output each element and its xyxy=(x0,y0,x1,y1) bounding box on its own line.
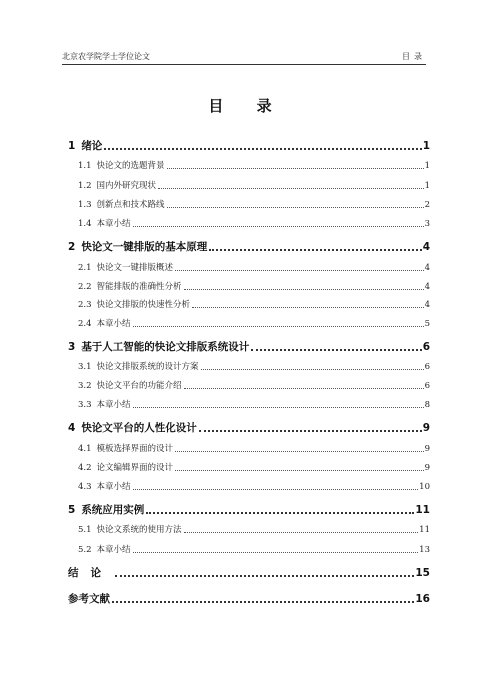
toc-section-entry[interactable] xyxy=(78,180,430,192)
toc-dot-leader xyxy=(175,451,424,452)
toc-section-entry[interactable] xyxy=(78,160,430,172)
toc-entry-number: 1 xyxy=(68,140,76,152)
toc-page-number: 6 xyxy=(424,381,430,391)
toc-dot-leader xyxy=(175,470,424,471)
toc-section-entry[interactable] xyxy=(78,318,430,330)
toc-dot-leader xyxy=(133,489,419,490)
toc-page-number: 11 xyxy=(415,504,430,516)
toc-entry-title: 快论文平台的功能介绍 xyxy=(96,381,182,391)
toc-section-entry[interactable] xyxy=(78,262,430,274)
toc-entry-title: 本章小结 xyxy=(96,319,131,329)
toc-entry-title: 参考文献 xyxy=(68,593,110,605)
toc-dot-leader xyxy=(133,226,424,227)
toc-dot-leader xyxy=(184,388,424,389)
toc-dot-leader xyxy=(167,207,424,208)
toc-entry-title: 模板选择界面的设计 xyxy=(96,444,174,454)
toc-dot-leader xyxy=(175,270,424,271)
toc-entry-number: 4 xyxy=(68,422,76,434)
toc-entry-number: 3 xyxy=(68,341,76,353)
header-thesis-label: 北京农学院学士学位论文 xyxy=(62,52,150,61)
toc-page-number: 3 xyxy=(424,219,430,229)
toc-dot-leader xyxy=(201,369,424,370)
toc-entry-title: 绪论 xyxy=(81,140,103,152)
toc-dot-leader xyxy=(133,552,419,553)
toc-entry-title: 快论文排版系统的设计方案 xyxy=(96,362,199,372)
toc-page-number: 4 xyxy=(424,282,430,292)
toc-section-entry[interactable] xyxy=(78,380,430,392)
toc-dot-leader xyxy=(115,575,414,577)
toc-entry-title: 智能排版的准确性分析 xyxy=(96,282,182,292)
toc-entry-number: 4.3 xyxy=(78,482,92,492)
toc-page-number: 16 xyxy=(415,593,430,605)
toc-entry-title: 本章小结 xyxy=(96,400,131,410)
toc-entry-number: 2.1 xyxy=(78,263,92,273)
toc-entry-number: 4.2 xyxy=(78,463,92,473)
toc-section-entry[interactable] xyxy=(78,544,430,556)
toc-section-entry[interactable] xyxy=(78,361,430,373)
toc-entry-title: 快论文的选题背景 xyxy=(96,161,165,171)
toc-dot-leader xyxy=(104,148,421,150)
toc-page-number: 1 xyxy=(424,181,430,191)
toc-entry-number: 3.3 xyxy=(78,400,92,410)
toc-chapter-entry[interactable] xyxy=(68,340,430,354)
toc-dot-leader xyxy=(133,326,424,327)
toc-page-number: 4 xyxy=(422,241,430,253)
toc-entry-number: 1.3 xyxy=(78,200,92,210)
toc-chapter-entry[interactable] xyxy=(68,592,430,606)
toc-page-number: 9 xyxy=(424,463,430,473)
toc-entry-title: 本章小结 xyxy=(96,219,131,229)
toc-entry-title: 快论文排版的快速性分析 xyxy=(96,300,191,310)
toc-dot-leader xyxy=(167,168,424,169)
toc-entry-title: 结论 xyxy=(68,567,113,579)
toc-dot-leader xyxy=(184,289,424,290)
toc-page-number: 13 xyxy=(419,545,430,555)
toc-entry-number: 1.4 xyxy=(78,219,92,229)
toc-dot-leader xyxy=(199,430,422,432)
page-title: 目 录 xyxy=(208,97,286,115)
toc-dot-leader xyxy=(184,532,419,533)
toc-chapter-entry[interactable] xyxy=(68,566,430,580)
toc-dot-leader xyxy=(209,249,421,251)
toc-entry-number: 2.4 xyxy=(78,319,92,329)
toc-entry-title: 基于人工智能的快论文排版系统设计 xyxy=(81,341,250,353)
toc-section-entry[interactable] xyxy=(78,481,430,493)
toc-dot-leader xyxy=(112,601,414,603)
toc-entry-number: 2 xyxy=(68,241,76,253)
toc-dot-leader xyxy=(251,349,421,351)
toc-dot-leader xyxy=(158,188,424,189)
toc-entry-number: 3.1 xyxy=(78,362,92,372)
toc-page-number: 1 xyxy=(424,161,430,171)
header-section-label: 目录 xyxy=(402,52,426,61)
toc-entry-number: 2.2 xyxy=(78,282,92,292)
toc-entry-title: 本章小结 xyxy=(96,482,131,492)
toc-dot-leader xyxy=(133,407,424,408)
toc-chapter-entry[interactable] xyxy=(68,421,430,435)
toc-page-number: 11 xyxy=(419,525,430,535)
toc-entry-number: 5 xyxy=(68,504,76,516)
toc-entry-title: 系统应用实例 xyxy=(81,504,145,516)
toc-page-number: 9 xyxy=(424,444,430,454)
toc-entry-number: 1.2 xyxy=(78,181,92,191)
toc-chapter-entry[interactable] xyxy=(68,139,430,153)
toc-chapter-entry[interactable] xyxy=(68,503,430,517)
toc-section-entry[interactable] xyxy=(78,199,430,211)
toc-entry-title: 快论文一键排版概述 xyxy=(96,263,174,273)
toc-entry-number: 3.2 xyxy=(78,381,92,391)
toc-page-number: 15 xyxy=(415,567,430,579)
toc-entry-number: 4.1 xyxy=(78,444,92,454)
toc-entry-number: 5.2 xyxy=(78,545,92,555)
toc-entry-number: 5.1 xyxy=(78,525,92,535)
toc-section-entry[interactable] xyxy=(78,399,430,411)
toc-page-number: 10 xyxy=(419,482,430,492)
toc-section-entry[interactable] xyxy=(78,443,430,455)
toc-entry-number: 2.3 xyxy=(78,300,92,310)
toc-dot-leader xyxy=(146,512,414,514)
toc-page-number: 9 xyxy=(422,422,430,434)
toc-page-number: 1 xyxy=(422,140,430,152)
toc-section-entry[interactable] xyxy=(78,281,430,293)
toc-entry-number: 1.1 xyxy=(78,161,92,171)
toc-section-entry[interactable] xyxy=(78,218,430,230)
toc-entry-title: 本章小结 xyxy=(96,545,131,555)
toc-entry-title: 快论文一键排版的基本原理 xyxy=(81,241,208,253)
toc-page-number: 4 xyxy=(424,263,430,273)
toc-entry-title: 创新点和技术路线 xyxy=(96,200,165,210)
toc-section-entry[interactable] xyxy=(78,299,430,311)
toc-page-number: 4 xyxy=(424,300,430,310)
toc-section-entry[interactable] xyxy=(78,462,430,474)
toc-chapter-entry[interactable] xyxy=(68,240,430,254)
toc-section-entry[interactable] xyxy=(78,524,430,536)
toc-entry-title: 国内外研究现状 xyxy=(96,181,157,191)
toc-entry-title: 快论文系统的使用方法 xyxy=(96,525,182,535)
toc-page-number: 6 xyxy=(424,362,430,372)
toc-entry-title: 论文编辑界面的设计 xyxy=(96,463,174,473)
toc-page-number: 5 xyxy=(424,319,430,329)
toc-dot-leader xyxy=(192,307,424,308)
toc-page-number: 2 xyxy=(424,200,430,210)
toc-page-number: 8 xyxy=(424,400,430,410)
table-of-contents xyxy=(68,0,430,679)
toc-page-number: 6 xyxy=(422,341,430,353)
toc-entry-title: 快论文平台的人性化设计 xyxy=(81,422,197,434)
